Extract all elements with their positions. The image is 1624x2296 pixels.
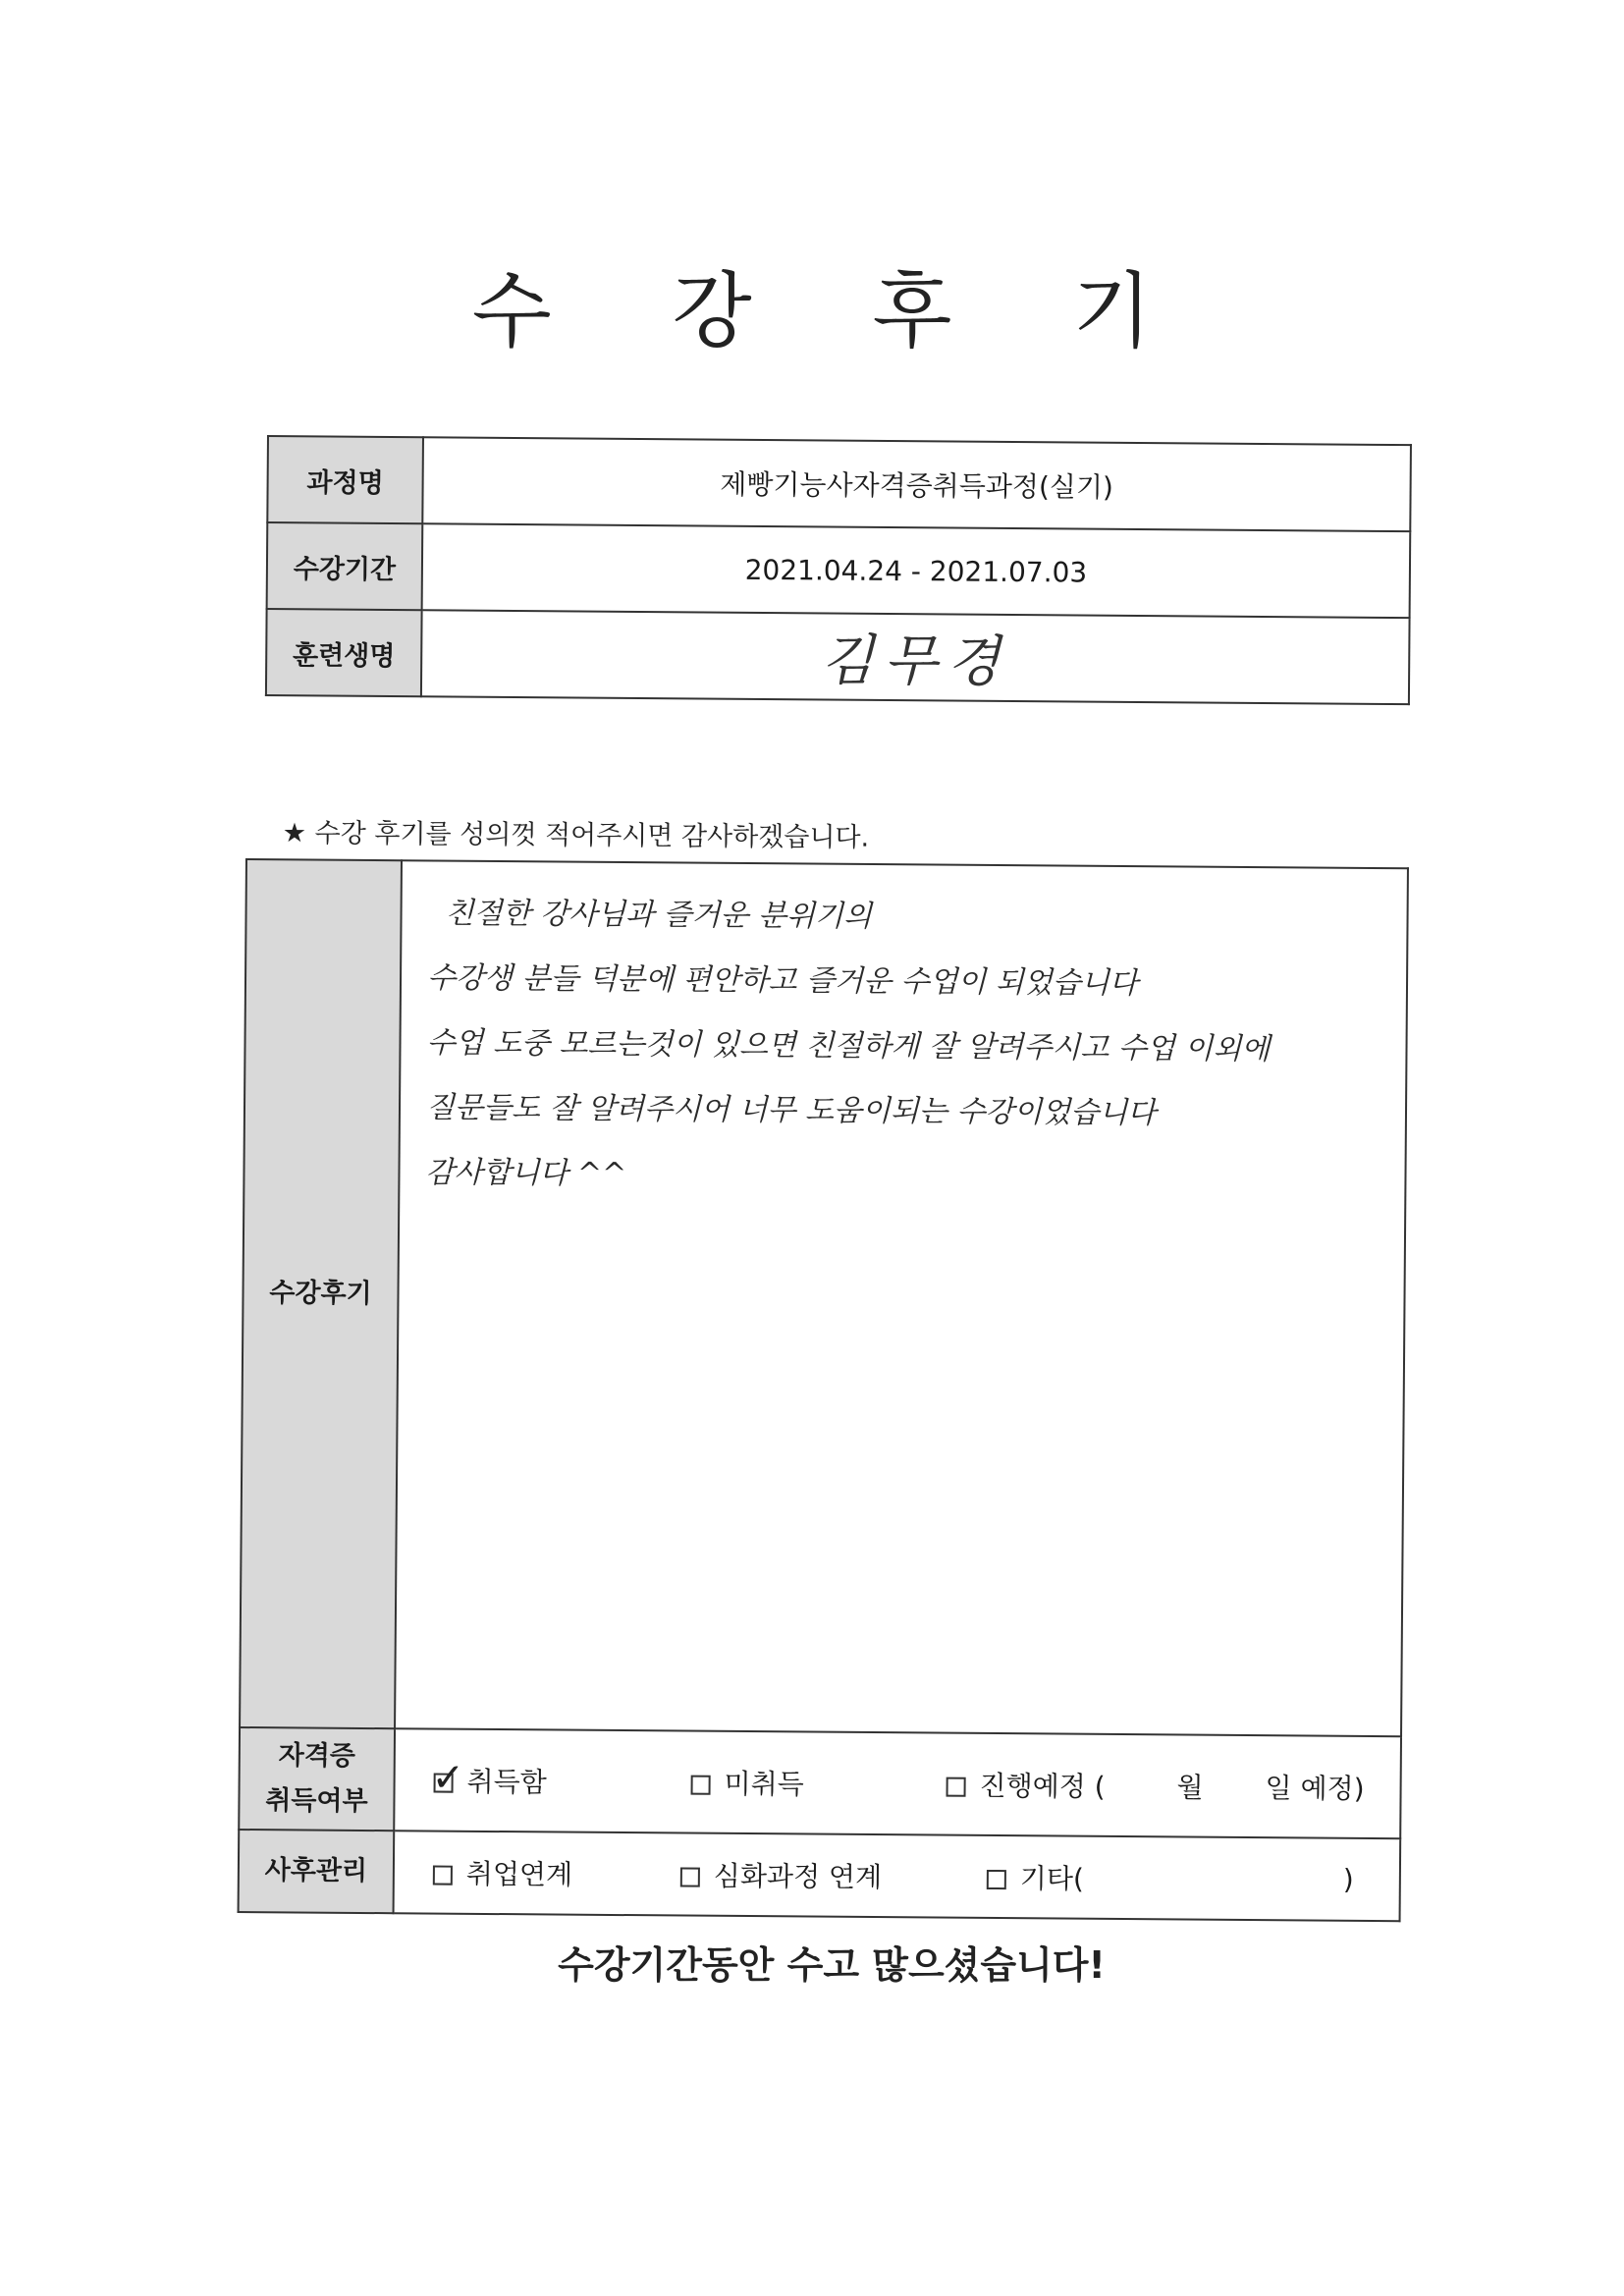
review-line: 수강생 분들 덕분에 편안하고 즐거운 수업이 되었습니다	[426, 960, 1138, 1002]
course-row	[267, 436, 1411, 531]
checkbox-not-acquired[interactable]	[691, 1776, 711, 1795]
option-other-label: 기타(	[1019, 1862, 1085, 1895]
page-title: 수 강 후 기	[471, 263, 1200, 359]
review-label: 수강후기	[240, 859, 402, 1728]
closing-message: 수강기간동안 수고 많으셨습니다!	[558, 1943, 1106, 1987]
option-acquired-label: 취득함	[466, 1765, 547, 1799]
option-not-acquired[interactable]	[690, 1763, 803, 1803]
checkbox-job[interactable]	[433, 1866, 453, 1886]
course-name-value: 제빵기능사자격증취득과정(실기)	[422, 437, 1411, 531]
option-job-label: 취업연계	[465, 1857, 573, 1891]
option-acquired[interactable]	[431, 1755, 547, 1801]
course-name-label: 과정명	[267, 436, 423, 523]
instruction-note: ★ 수강 후기를 성의껏 적어주시면 감사하겠습니다.	[282, 817, 870, 853]
followup-options	[394, 1831, 1401, 1921]
certificate-label-line2: 취득여부	[265, 1785, 368, 1818]
review-table	[238, 858, 1409, 1922]
option-job[interactable]	[433, 1853, 573, 1893]
review-line: 친절한 강사님과 즐거운 분위기의	[445, 896, 873, 935]
review-row	[240, 859, 1408, 1736]
checkbox-other[interactable]	[987, 1870, 1006, 1889]
followup-label: 사후관리	[239, 1830, 395, 1913]
review-line: 감사합니다 ^^	[425, 1155, 627, 1192]
checkbox-acquired[interactable]	[431, 1755, 465, 1801]
planned-day-label: 일 예정)	[1265, 1772, 1365, 1805]
review-text-area	[395, 860, 1408, 1736]
review-line: 수업 도중 모르는것이 있으면 친절하게 잘 알려주시고 수업 이외에	[426, 1025, 1271, 1067]
period-label: 수강기간	[267, 522, 423, 610]
planned-month-label: 월	[1176, 1771, 1204, 1804]
option-advanced[interactable]	[680, 1855, 883, 1896]
certificate-row	[239, 1727, 1401, 1838]
option-not-acquired-label: 미취득	[724, 1767, 804, 1801]
certificate-label	[239, 1727, 395, 1831]
followup-row	[239, 1830, 1401, 1921]
period-row	[267, 522, 1411, 618]
course-info-table	[265, 435, 1412, 705]
checkbox-planned[interactable]	[947, 1777, 966, 1797]
check-mark-icon: ✓	[431, 1755, 465, 1801]
review-line: 질문들도 잘 알려주시어 너무 도움이되는 수강이었습니다	[425, 1090, 1157, 1131]
option-other-close: )	[1342, 1863, 1354, 1896]
option-other[interactable]	[987, 1857, 1084, 1897]
option-planned-label: 진행예정 (	[979, 1769, 1106, 1803]
option-advanced-label: 심화과정 연계	[713, 1859, 883, 1894]
certificate-options	[394, 1728, 1401, 1838]
period-value: 2021.04.24 - 2021.07.03	[422, 523, 1411, 618]
trainee-row	[266, 609, 1410, 704]
option-planned[interactable]	[946, 1765, 1105, 1805]
trainee-name-handwritten: 김무경	[421, 610, 1410, 704]
certificate-label-line1: 자격증	[278, 1740, 356, 1772]
checkbox-advanced[interactable]	[680, 1868, 700, 1887]
trainee-label: 훈련생명	[266, 609, 422, 696]
